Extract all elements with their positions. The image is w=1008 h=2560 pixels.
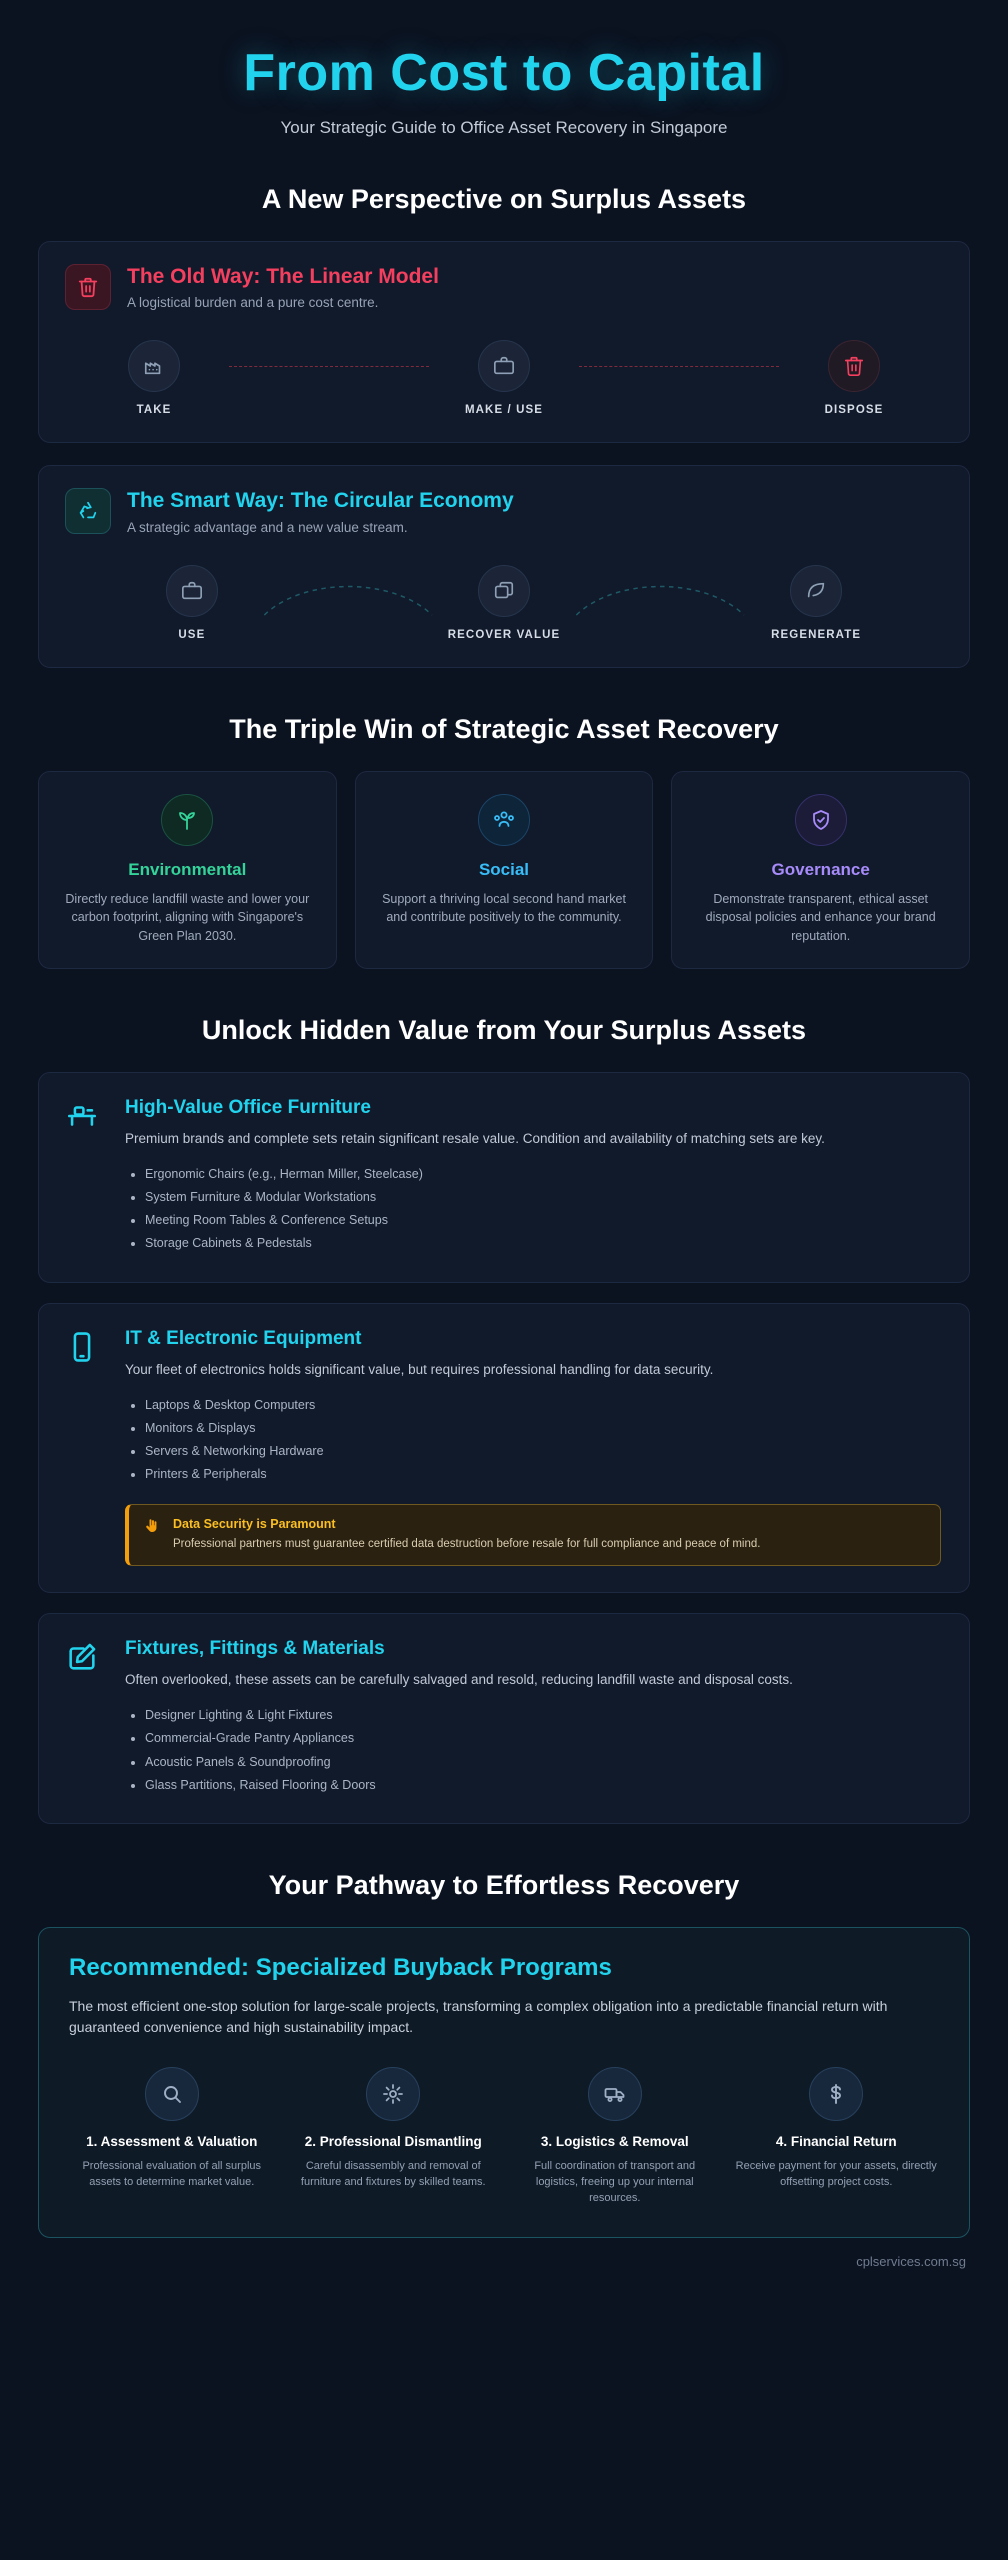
pathway-step-desc: Professional evaluation of all surplus assets to determine market value. bbox=[82, 2160, 262, 2189]
flow-node-take bbox=[79, 340, 229, 416]
smart-way-title: The Smart Way: The Circular Economy bbox=[127, 489, 514, 513]
flow-node-regenerate bbox=[749, 565, 883, 641]
package-icon bbox=[478, 565, 530, 617]
asset-card-fixtures bbox=[38, 1613, 970, 1824]
section-title-pathway: Your Pathway to Effortless Recovery bbox=[268, 1869, 740, 1900]
page-title: From Cost to Capital bbox=[243, 44, 765, 102]
callout-text: Professional partners must guarantee certified data destruction before resale for full compliance and peace of mind. bbox=[173, 1538, 761, 1551]
circular-flow bbox=[65, 565, 943, 641]
device-phone-icon bbox=[65, 1328, 105, 1364]
callout-title: Data Security is Paramount bbox=[173, 1517, 336, 1532]
pathway-step-name: 4. Financial Return bbox=[775, 2134, 897, 2150]
flow-label: RECOVER VALUE bbox=[447, 628, 561, 641]
pathway-step-financial-return bbox=[734, 2067, 940, 2207]
truck-icon bbox=[588, 2067, 642, 2121]
shield-check-icon bbox=[795, 794, 847, 846]
triple-win-text: Demonstrate transparent, ethical asset disposal policies and enhance your brand reputation. bbox=[705, 891, 936, 944]
pathway-card bbox=[38, 1927, 970, 2238]
arc-connector-right bbox=[571, 571, 749, 621]
flow-label: REGENERATE bbox=[771, 628, 862, 641]
pathway-step-assessment bbox=[69, 2067, 275, 2207]
dollar-icon bbox=[809, 2067, 863, 2121]
triple-win-title: Environmental bbox=[128, 859, 247, 879]
dashed-connector bbox=[579, 366, 779, 367]
desk-furniture-icon bbox=[65, 1097, 105, 1133]
pathway-step-name: 1. Assessment & Valuation bbox=[86, 2134, 258, 2150]
list-item: • Acoustic Panels & Soundproofing bbox=[145, 1751, 941, 1774]
flow-label: USE bbox=[178, 628, 206, 641]
trash-icon bbox=[828, 340, 880, 392]
pathway-lead: The most efficient one-stop solution for large-scale projects, transforming a complex obligation into a predictable financial return with guaranteed convenience and high sustainability impact. bbox=[69, 1997, 888, 2036]
triple-win-card-environmental bbox=[38, 771, 337, 969]
page-subtitle: Your Strategic Guide to Office Asset Recovery in Singapore bbox=[280, 118, 728, 138]
pathway-title: Recommended: Specialized Buyback Programs bbox=[69, 1953, 612, 1981]
flow-label: MAKE / USE bbox=[464, 404, 544, 417]
section-title-perspective: A New Perspective on Surplus Assets bbox=[261, 184, 747, 215]
old-way-subtitle: A logistical burden and a pure cost centre. bbox=[127, 295, 379, 311]
flow-label: TAKE bbox=[136, 404, 172, 417]
list-item: • Servers & Networking Hardware bbox=[145, 1440, 941, 1463]
smart-way-card bbox=[38, 465, 970, 667]
list-item: • Printers & Peripherals bbox=[145, 1463, 941, 1486]
pathway-step-dismantling bbox=[291, 2067, 497, 2207]
flow-label: DISPOSE bbox=[824, 404, 884, 417]
gear-tools-icon bbox=[366, 2067, 420, 2121]
triple-win-title: Governance bbox=[771, 859, 870, 879]
pathway-step-name: 2. Professional Dismantling bbox=[304, 2134, 482, 2150]
list-item: • Commercial-Grade Pantry Appliances bbox=[145, 1727, 941, 1750]
list-item: • Laptops & Desktop Computers bbox=[145, 1394, 941, 1417]
pathway-step-desc: Careful disassembly and removal of furniture and fixtures by skilled teams. bbox=[300, 2160, 486, 2189]
triple-win-text: Support a thriving local second hand market and contribute positively to the community. bbox=[382, 891, 626, 925]
asset-title: Fixtures, Fittings & Materials bbox=[125, 1638, 385, 1660]
section-title-unlock: Unlock Hidden Value from Your Surplus Assets bbox=[201, 1014, 807, 1045]
asset-description: Your fleet of electronics holds significant value, but requires professional handling for data security. bbox=[125, 1361, 714, 1377]
asset-item-list bbox=[145, 1394, 941, 1487]
asset-title: IT & Electronic Equipment bbox=[125, 1327, 362, 1349]
factory-icon bbox=[128, 340, 180, 392]
list-item: • Ergonomic Chairs (e.g., Herman Miller, Steelcase) bbox=[145, 1163, 941, 1186]
people-icon bbox=[478, 794, 530, 846]
pathway-step-desc: Full coordination of transport and logistics, freeing up your internal resources. bbox=[534, 2160, 696, 2205]
asset-item-list bbox=[145, 1704, 941, 1797]
pencil-square-icon bbox=[65, 1638, 105, 1674]
trash-icon bbox=[65, 264, 111, 310]
list-item: • Meeting Room Tables & Conference Setups bbox=[145, 1209, 941, 1232]
data-security-callout bbox=[125, 1504, 941, 1566]
old-way-header bbox=[65, 264, 943, 310]
list-item: • Glass Partitions, Raised Flooring & Doors bbox=[145, 1774, 941, 1797]
list-item: • System Furniture & Modular Workstations bbox=[145, 1186, 941, 1209]
old-way-card bbox=[38, 241, 970, 443]
hand-warning-icon bbox=[143, 1517, 161, 1535]
briefcase-icon bbox=[166, 565, 218, 617]
pathway-step-desc: Receive payment for your assets, directly offsetting project costs. bbox=[735, 2160, 937, 2189]
asset-card-furniture bbox=[38, 1072, 970, 1283]
briefcase-icon bbox=[478, 340, 530, 392]
dashed-connector bbox=[229, 366, 429, 367]
list-item: • Storage Cabinets & Pedestals bbox=[145, 1232, 941, 1255]
flow-node-make-use bbox=[429, 340, 579, 416]
leaf-icon bbox=[790, 565, 842, 617]
triple-win-row bbox=[38, 771, 970, 969]
pathway-step-name: 3. Logistics & Removal bbox=[540, 2134, 689, 2150]
magnifier-icon bbox=[145, 2067, 199, 2121]
pathway-steps bbox=[69, 2067, 939, 2207]
asset-item-list bbox=[145, 1163, 941, 1256]
list-item: • Designer Lighting & Light Fixtures bbox=[145, 1704, 941, 1727]
asset-title: High-Value Office Furniture bbox=[125, 1096, 371, 1118]
arc-connector-left bbox=[259, 571, 437, 621]
asset-description: Premium brands and complete sets retain significant resale value. Condition and availability of matching sets are key. bbox=[125, 1130, 825, 1146]
triple-win-card-governance bbox=[671, 771, 970, 969]
flow-node-dispose bbox=[779, 340, 929, 416]
section-title-triple-win: The Triple Win of Strategic Asset Recovery bbox=[229, 713, 779, 744]
asset-description: Often overlooked, these assets can be carefully salvaged and resold, reducing landfill waste and disposal costs. bbox=[125, 1672, 793, 1688]
pathway-step-logistics bbox=[512, 2067, 718, 2207]
triple-win-card-social bbox=[355, 771, 654, 969]
old-way-title: The Old Way: The Linear Model bbox=[127, 265, 439, 289]
flow-node-recover-value bbox=[437, 565, 571, 641]
triple-win-text: Directly reduce landfill waste and lower your carbon footprint, aligning with Singapore's Green Plan 2030. bbox=[65, 891, 310, 944]
linear-flow bbox=[65, 340, 943, 416]
smart-way-header bbox=[65, 488, 943, 534]
flow-node-use bbox=[125, 565, 259, 641]
hero-section bbox=[38, 30, 970, 138]
asset-card-it-equipment bbox=[38, 1303, 970, 1593]
triple-win-title: Social bbox=[478, 859, 530, 879]
list-item: • Monitors & Displays bbox=[145, 1417, 941, 1440]
recycle-icon bbox=[65, 488, 111, 534]
smart-way-subtitle: A strategic advantage and a new value stream. bbox=[127, 519, 408, 535]
watermark: cplservices.com.sg bbox=[856, 2254, 966, 2270]
leaf-sprout-icon bbox=[161, 794, 213, 846]
